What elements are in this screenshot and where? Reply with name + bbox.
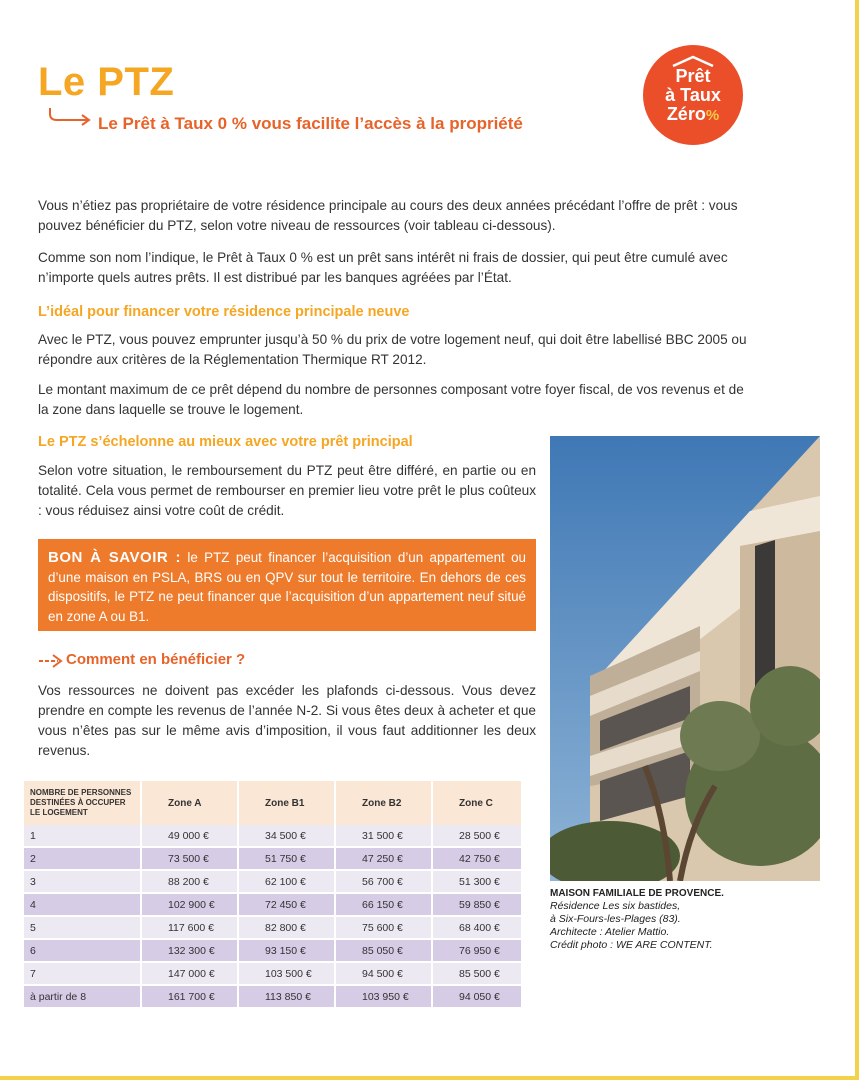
section1-paragraph-1: Avec le PTZ, vous pouvez emprunter jusqu’à 50 % du prix de votre logement neuf, qui doit être labellisé BBC 2005 ou répondre aux critères de la Réglementation Thermique RT 2012. bbox=[38, 332, 747, 367]
cell-persons: 3 bbox=[24, 871, 142, 894]
table-row bbox=[24, 963, 523, 986]
section1-heading: L’idéal pour financer votre résidence principale neuve bbox=[38, 304, 410, 320]
table-header-zone-c: Zone C bbox=[433, 781, 523, 825]
cell-zone-a: 73 500 € bbox=[142, 848, 239, 871]
cell-zone-a: 117 600 € bbox=[142, 917, 239, 940]
logo-line3 bbox=[643, 105, 743, 125]
cell-zone-c: 59 850 € bbox=[433, 894, 523, 917]
cell-persons: 4 bbox=[24, 894, 142, 917]
cell-zone-b2: 94 500 € bbox=[336, 963, 433, 986]
page-border-bottom bbox=[0, 1076, 859, 1080]
cell-zone-b1: 113 850 € bbox=[239, 986, 336, 1009]
table-header-zone-a: Zone A bbox=[142, 781, 239, 825]
section3-heading: Comment en bénéficier ? bbox=[66, 651, 246, 668]
cell-zone-b1: 103 500 € bbox=[239, 963, 336, 986]
cell-zone-a: 147 000 € bbox=[142, 963, 239, 986]
logo-line2: à Taux bbox=[665, 85, 721, 105]
cell-zone-c: 28 500 € bbox=[433, 825, 523, 848]
table-header-persons: NOMBRE DE PERSONNES DESTINÉES À OCCUPER LE LOGEMENT bbox=[24, 781, 142, 825]
page-subtitle: Le Prêt à Taux 0 % vous facilite l’accès à la propriété bbox=[98, 114, 523, 133]
cell-zone-b1: 72 450 € bbox=[239, 894, 336, 917]
cell-persons: 1 bbox=[24, 825, 142, 848]
cell-zone-c: 85 500 € bbox=[433, 963, 523, 986]
intro-paragraph-1: Vous n’étiez pas propriétaire de votre résidence principale au cours des deux années précédant l’offre de prêt : vous pouvez bénéficier du PTZ, selon votre niveau de ressources (voir tableau ci-dessous). bbox=[38, 198, 738, 233]
ptz-logo bbox=[643, 45, 743, 145]
cell-zone-b2: 47 250 € bbox=[336, 848, 433, 871]
table-row bbox=[24, 848, 523, 871]
arrow-right-icon bbox=[48, 108, 94, 126]
cell-zone-a: 49 000 € bbox=[142, 825, 239, 848]
table-row bbox=[24, 871, 523, 894]
income-ceiling-table bbox=[24, 781, 523, 1009]
page-border-right bbox=[855, 0, 859, 1080]
cell-zone-b2: 75 600 € bbox=[336, 917, 433, 940]
callout-label: BON À SAVOIR : bbox=[48, 549, 182, 566]
logo-line1: Prêt bbox=[675, 66, 711, 86]
cell-zone-c: 42 750 € bbox=[433, 848, 523, 871]
table-header-zone-b2: Zone B2 bbox=[336, 781, 433, 825]
cell-zone-b1: 51 750 € bbox=[239, 848, 336, 871]
photo-caption bbox=[550, 887, 724, 952]
cell-zone-b2: 56 700 € bbox=[336, 871, 433, 894]
cell-persons: 7 bbox=[24, 963, 142, 986]
logo-percent: % bbox=[705, 107, 720, 124]
section2-paragraph-1: Selon votre situation, le remboursement du PTZ peut être différé, en partie ou en totalité. Cela vous permet de rembourser en premier lieu votre prêt le plus coûteux : vous réduisez ainsi votre coût de crédit. bbox=[38, 463, 536, 518]
cell-zone-a: 161 700 € bbox=[142, 986, 239, 1009]
cell-persons: 5 bbox=[24, 917, 142, 940]
section3-paragraph-1: Vos ressources ne doivent pas excéder les plafonds ci-dessous. Vous devez prendre en compte les revenus de l’année N-2. Si vous êtes deux à acheter et que vous n’êtes pas sur le même avis d’imposition, il vous faut additionner les deux revenus. bbox=[38, 683, 536, 758]
cell-zone-b1: 34 500 € bbox=[239, 825, 336, 848]
cell-zone-b1: 62 100 € bbox=[239, 871, 336, 894]
cell-zone-b2: 103 950 € bbox=[336, 986, 433, 1009]
cell-zone-c: 76 950 € bbox=[433, 940, 523, 963]
cell-zone-b2: 85 050 € bbox=[336, 940, 433, 963]
cell-zone-b1: 82 800 € bbox=[239, 917, 336, 940]
callout-text: le PTZ peut financer l’acquisition d’un appartement ou d’une maison en PSLA, BRS ou en QPV sur tout le territoire. En dehors de ces dispositifs, le PTZ ne peut financer que l’acquisition d’un appartement neuf situé en zone A ou B1. bbox=[48, 550, 526, 624]
cell-zone-c: 68 400 € bbox=[433, 917, 523, 940]
caption-line2: Résidence Les six bastides, bbox=[550, 900, 681, 912]
dashed-arrow-icon bbox=[38, 654, 64, 668]
cell-zone-b2: 31 500 € bbox=[336, 825, 433, 848]
caption-line4: Architecte : Atelier Mattio. bbox=[550, 926, 670, 938]
caption-line3: à Six-Fours-les-Plages (83). bbox=[550, 913, 681, 925]
table-header-row bbox=[24, 781, 523, 825]
table-row bbox=[24, 917, 523, 940]
cell-persons: à partir de 8 bbox=[24, 986, 142, 1009]
caption-line1: MAISON FAMILIALE DE PROVENCE. bbox=[550, 888, 724, 899]
section2-heading: Le PTZ s’échelonne au mieux avec votre prêt principal bbox=[38, 434, 413, 450]
cell-zone-b1: 93 150 € bbox=[239, 940, 336, 963]
page-title: Le PTZ bbox=[38, 60, 175, 104]
info-callout bbox=[38, 539, 536, 631]
logo-line3-text: Zéro bbox=[666, 104, 706, 124]
cell-zone-a: 132 300 € bbox=[142, 940, 239, 963]
table-header-zone-b1: Zone B1 bbox=[239, 781, 336, 825]
table-row bbox=[24, 825, 523, 848]
intro-paragraph-2: Comme son nom l’indique, le Prêt à Taux 0 % est un prêt sans intérêt ni frais de dossier, qui peut être cumulé avec n’importe quels autres prêts. Il est distribué par les banques agréées par l’État. bbox=[38, 250, 728, 285]
cell-zone-c: 94 050 € bbox=[433, 986, 523, 1009]
section1-paragraph-2: Le montant maximum de ce prêt dépend du nombre de personnes composant votre foyer fiscal, de vos revenus et de la zone dans laquelle se trouve le logement. bbox=[38, 382, 744, 417]
cell-zone-a: 102 900 € bbox=[142, 894, 239, 917]
table-row bbox=[24, 940, 523, 963]
cell-zone-a: 88 200 € bbox=[142, 871, 239, 894]
cell-persons: 2 bbox=[24, 848, 142, 871]
cell-persons: 6 bbox=[24, 940, 142, 963]
cell-zone-b2: 66 150 € bbox=[336, 894, 433, 917]
table-row bbox=[24, 986, 523, 1009]
cell-zone-c: 51 300 € bbox=[433, 871, 523, 894]
table-row bbox=[24, 894, 523, 917]
building-photo bbox=[550, 436, 820, 881]
caption-line5: Crédit photo : WE ARE CONTENT. bbox=[550, 939, 713, 951]
